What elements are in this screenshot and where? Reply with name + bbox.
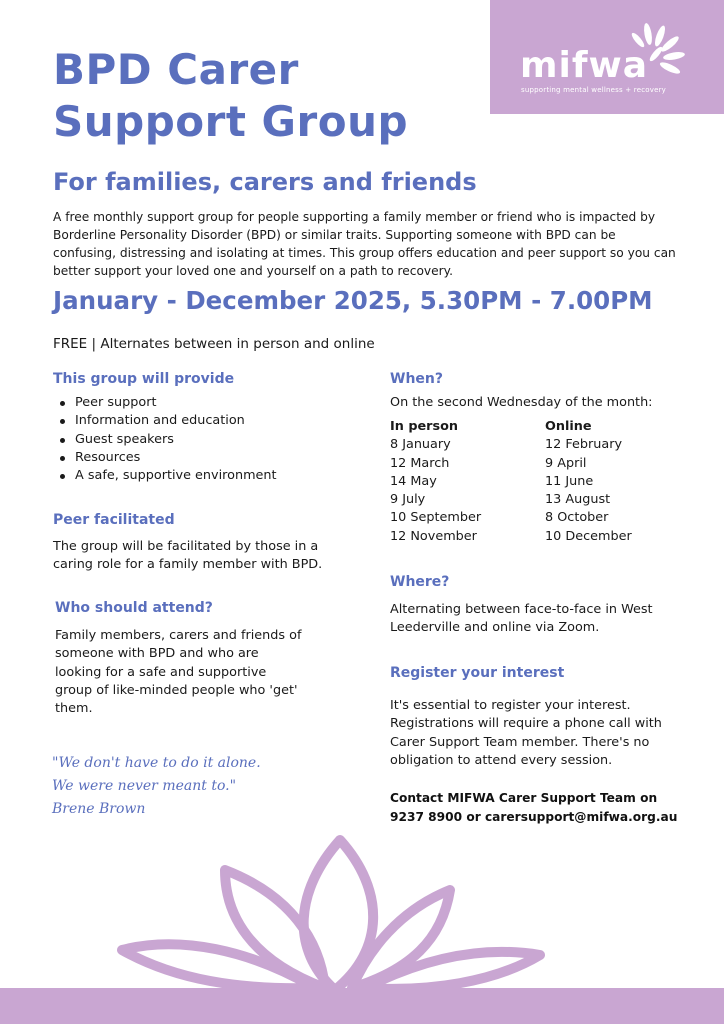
title-line-2: Support Group [53,97,409,146]
list-item: 12 March [390,455,450,471]
in-person-column [390,418,481,546]
page-title [53,44,408,148]
list-item: 12 February [545,437,623,453]
register-text: It's essential to register your interest. Registrations will require a phone call with Carer Support Team member. There's no obligation to attend every session. [390,698,662,768]
list-item: 10 September [390,510,482,526]
list-item: Information and education [58,412,277,430]
quote-line-2: We were never meant to." [52,778,237,794]
list-item: Peer support [58,394,277,412]
free-line: FREE | Alternates between in person and online [53,336,375,352]
list-item: 13 August [545,492,611,508]
where-heading: Where? [390,574,450,590]
who-text: Family members, carers and friends of someone with BPD and who are looking for a safe and supportive group of like-minded people who 'get' them. [55,628,302,717]
list-item: 14 May [390,473,437,489]
title-line-1: BPD Carer [53,45,299,94]
list-item: 11 June [545,473,594,489]
list-item: 9 July [390,492,426,508]
quote-author: Brene Brown [52,801,146,817]
list-item: Guest speakers [58,431,277,449]
lotus-decoration-icon [0,820,724,990]
when-text: On the second Wednesday of the month: [390,395,653,410]
online-label: Online [545,419,592,434]
list-item: A safe, supportive environment [58,467,277,485]
online-column [545,418,632,546]
peer-heading: Peer facilitated [53,512,175,528]
list-item: 9 April [545,455,587,471]
subtitle: For families, carers and friends [53,168,477,196]
list-item: 8 January [390,437,451,453]
dates-heading: January - December 2025, 5.30PM - 7.00PM [53,286,653,315]
contact-line-2: 9237 8900 or carersupport@mifwa.org.au [390,810,678,824]
quote [52,752,261,821]
quote-line-1: "We don't have to do it alone. [52,755,261,771]
when-heading: When? [390,371,443,387]
peer-text: The group will be facilitated by those in a caring role for a family member with BPD. [53,539,323,573]
list-item: Resources [58,449,277,467]
list-item: 12 November [390,528,477,544]
logo-tagline: supporting mental wellness + recovery [521,86,666,94]
provide-list [58,394,277,485]
list-item: 8 October [545,510,609,526]
provide-heading: This group will provide [53,371,235,387]
contact-line-1: Contact MIFWA Carer Support Team on [390,791,658,805]
in-person-label: In person [390,419,458,434]
footer-bar [0,988,724,1024]
who-heading: Who should attend? [55,600,213,616]
logo-wordmark: mifwa [520,45,649,86]
where-text: Alternating between face-to-face in West Leederville and online via Zoom. [390,602,653,636]
intro-paragraph: A free monthly support group for people supporting a family member or friend who is impacted by Borderline Personality Disorder (BPD) or similar traits. Supporting someone with BPD can be confusing, distressing and isolating at times. This group offers education and peer support so you can better support your loved one and yourself on a path to recovery. [53,210,676,278]
register-heading: Register your interest [390,665,565,681]
list-item: 10 December [545,528,632,544]
logo-block [490,0,724,114]
